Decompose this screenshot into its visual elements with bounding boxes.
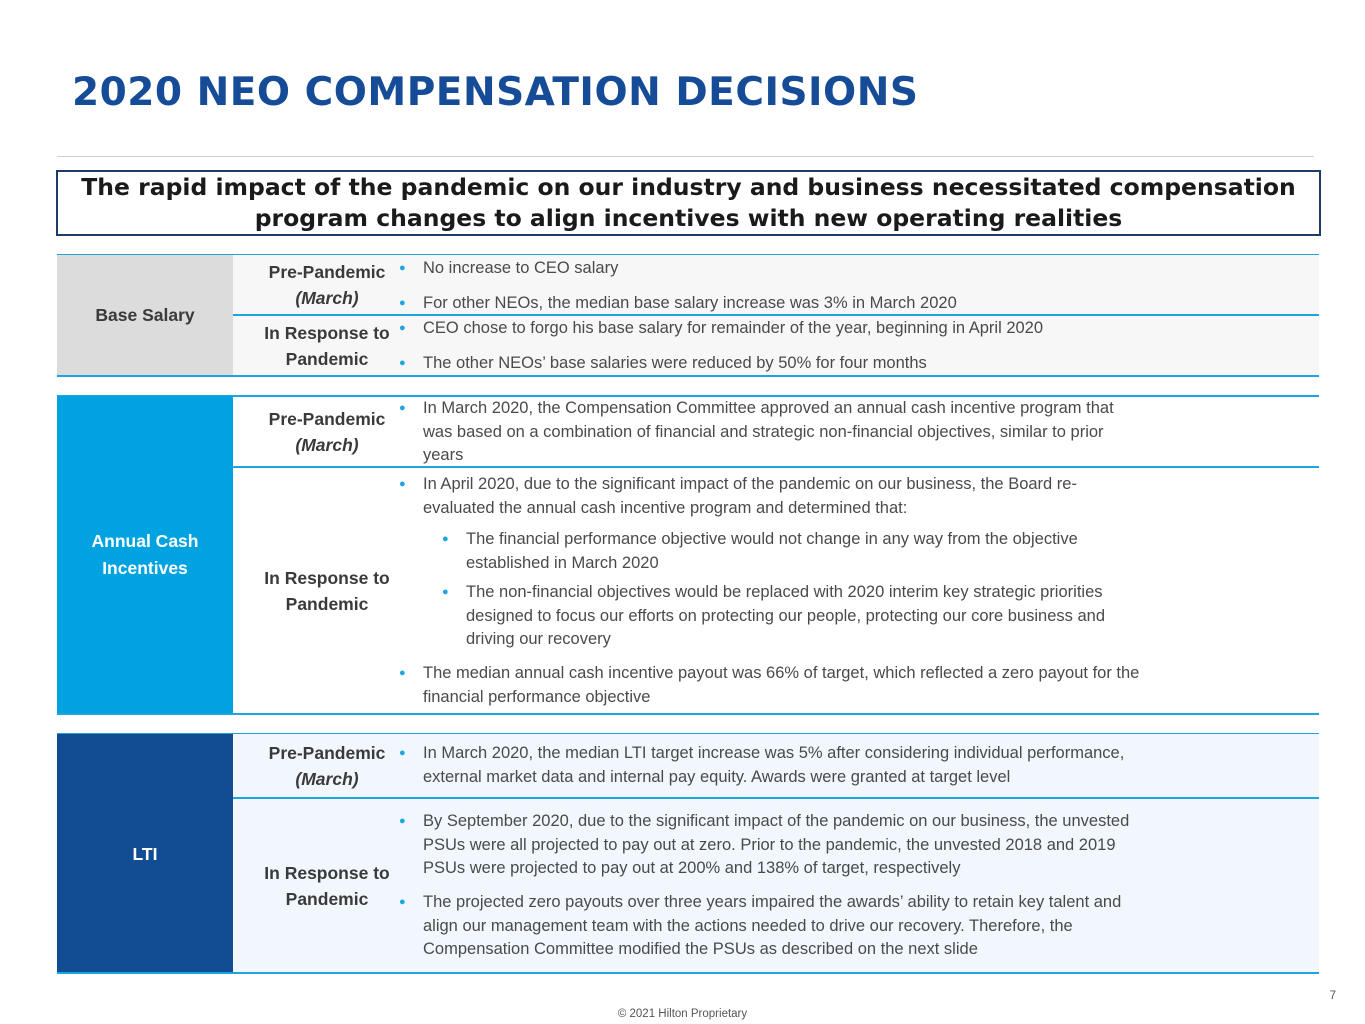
lti-category [57,734,233,974]
bullet: ● In March 2020, the Compensation Committee approved an annual cash incentive program that was based on a combination of financial and strategic non-financial objectives, similar to prior years [423,397,1114,468]
bullet-text: The other NEOs’ base salaries were reduced by 50% for four months [423,354,927,372]
lti-pre-row [233,734,1319,797]
bullet-line: In April 2020, due to the significant impact of the pandemic on our business, the Board re- [423,475,1077,493]
bullet: ● The median annual cash incentive payout was 66% of target, which reflected a zero payout for the financial performance objective [423,662,1139,709]
bottom-rule [57,972,1319,974]
pre-label-sub: (March) [295,768,359,789]
resp-label-sub: Pandemic [285,349,369,369]
pre-label-text: Pre-Pandemic [268,742,386,763]
response-label [233,799,421,972]
bullet-line: align our management team with the actions needed to drive our recovery. Therefore, the [423,916,1073,935]
bullet-text: CEO chose to forgo his base salary for remainder of the year, beginning in April 2020 [423,319,1044,337]
bullet-line: driving our recovery [466,630,611,648]
lti-resp-row [233,799,1319,972]
banner-line-1: The rapid impact of the pandemic on our industry and business necessitated compensation [81,173,1296,201]
sub-bullet: ● The non-financial objectives would be replaced with 2020 interim key strategic priorities designed to focus our efforts on protecting our people, protecting our core business and driving our recovery [466,581,1105,652]
cash-resp-row [233,468,1319,714]
category-label-1: Annual Cash [91,531,199,551]
category-label: LTI [132,843,158,864]
bullet: ● The other NEOs’ base salaries were reduced by 50% for four months [399,354,927,372]
bullet: ● No increase to CEO salary [399,259,619,277]
bullet-line: By September 2020, due to the significant impact of the pandemic on our business, the unvested [423,812,1130,830]
banner-line-2: program changes to align incentives with new operating realities [254,204,1123,232]
bullet: ● The projected zero payouts over three years impaired the awards’ ability to retain key talent and align our management team with the actions needed to drive our recovery. Therefore, the Compensation Committee modified the PSUs as described on the next slide [423,891,1121,962]
pre-pandemic-label [233,396,421,467]
base-salary-section [57,255,1319,376]
cash-pre-row [233,396,1319,467]
lti-section [57,734,1319,974]
bullet-line: In March 2020, the Compensation Committee approved an annual cash incentive program that [423,399,1114,417]
bullet-line: external market data and internal pay equity. Awards were granted at target level [423,767,1011,786]
bullet: ● In April 2020, due to the significant impact of the pandemic on our business, the Board re- evaluated the annual cash incentive program and determined that: [423,473,1077,520]
bullet-line: years [423,446,464,464]
footer-copyright: © 2021 Hilton Proprietary [617,1008,748,1020]
bullet-line: In March 2020, the median LTI target increase was 5% after considering individual performance, [423,744,1125,762]
bullet-line: was based on a combination of financial and strategic non-financial objectives, similar to prior [423,422,1104,441]
bottom-rule [57,375,1319,377]
pre-pandemic-label [233,255,421,315]
bullet-text: For other NEOs, the median base salary increase was 3% in March 2020 [423,294,957,312]
resp-label-text: In Response to [264,862,390,883]
response-label [233,316,421,376]
base-resp-row [233,316,1319,376]
bullet-line: financial performance objective [423,687,651,706]
bullet: ● CEO chose to forgo his base salary for remainder of the year, beginning in April 2020 [399,319,1044,337]
pre-pandemic-label [233,734,421,797]
bullet-line: established in March 2020 [466,553,659,572]
bullet-line: PSUs were projected to pay out at 200% and 138% of target, respectively [423,859,961,877]
sub-bullet: ● The financial performance objective would not change in any way from the objective established in March 2020 [466,528,1078,575]
bullet: ● By September 2020, due to the significant impact of the pandemic on our business, the unvested PSUs were all projected to pay out at zero. Prior to the pandemic, the unvested 2018 and 2019 PSUs were projected to pay out at 200% and 138% of target, respectively [423,810,1129,881]
category-label-2: Incentives [102,558,188,578]
page-number: 7 [1329,990,1336,1002]
bullet-line: evaluated the annual cash incentive program and determined that: [423,498,908,517]
pre-label-text: Pre-Pandemic [268,262,386,282]
headline-banner [56,170,1321,236]
resp-label-text: In Response to [264,568,390,588]
bullet-line: The projected zero payouts over three years impaired the awards’ ability to retain key talent and [423,893,1122,911]
page-title: 2020 NEO COMPENSATION DECISIONS [72,70,919,115]
pre-label-sub: (March) [295,288,359,308]
resp-label-sub: Pandemic [285,594,369,614]
pre-label-sub: (March) [295,434,359,455]
resp-label-text: In Response to [264,323,390,343]
base-pre-row [233,255,1319,315]
resp-label-sub: Pandemic [285,888,369,909]
bullet-line: Compensation Committee modified the PSUs as described on the next slide [423,940,978,958]
category-label: Base Salary [95,305,195,325]
pre-label-text: Pre-Pandemic [268,408,386,429]
bullet-line: The financial performance objective would not change in any way from the objective [466,530,1078,548]
bottom-rule [57,713,1319,715]
bullet-line: The median annual cash incentive payout was 66% of target, which reflected a zero payout for the [423,664,1140,682]
bullet: ● In March 2020, the median LTI target increase was 5% after considering individual performance, external market data and internal pay equity. Awards were granted at target level [423,742,1124,789]
bullet-line: designed to focus our efforts on protecting our people, protecting our core business and [466,606,1106,625]
base-salary-category [57,255,233,376]
bullet-line: The non-financial objectives would be replaced with 2020 interim key strategic priorities [466,583,1103,601]
bullet: ● For other NEOs, the median base salary increase was 3% in March 2020 [399,294,957,312]
divider [57,156,1314,157]
annual-cash-section [57,396,1319,714]
bullet-line: PSUs were all projected to pay out at zero. Prior to the pandemic, the unvested 2018 and 2019 [423,835,1116,854]
annual-cash-category [57,396,233,714]
bullet-text: No increase to CEO salary [423,259,619,277]
response-label [233,468,421,714]
